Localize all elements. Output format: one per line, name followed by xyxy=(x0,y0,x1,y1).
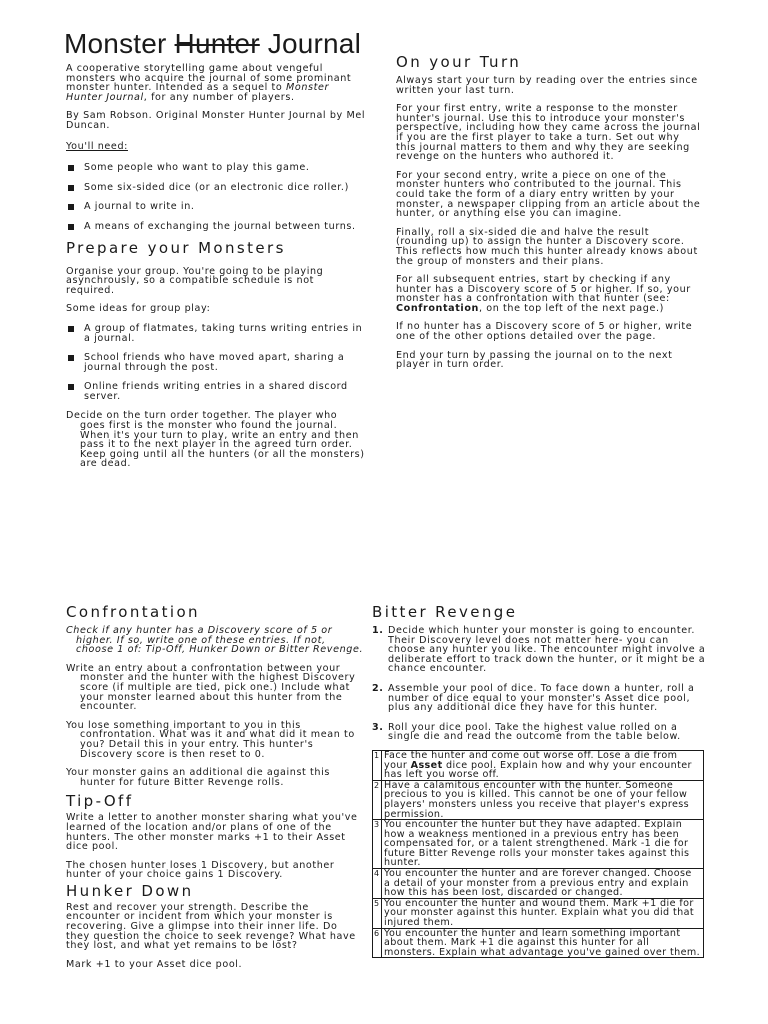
outcome-number: 2 xyxy=(373,780,382,819)
confrontation-entry: Write an entry about a confrontation between your monster and the hunter with the highest Discovery score (if multiple are tied, pick one.) Include what your monster learned about this hunter from the encounter. xyxy=(66,662,356,713)
outcome-text: Face the hunter and come out worse off. Lose a die from your Asset dice pool. Explain how and why your encounter has left you worse off. xyxy=(382,750,704,780)
table-row xyxy=(373,898,704,928)
hunker-rest: Rest and recover your strength. Describe the encounter or incident from which your monster is recovering. Give a glimpse into their inner life. Do they question the choice to seek revenge? What have they lost, and what yet remains to be lost? xyxy=(66,901,356,952)
outcome-number: 3 xyxy=(373,820,382,869)
turn-second-entry: For your second entry, write a piece on one of the monster hunters who contributed to the journal. This could take the form of a diary entry written by your monster, a newspaper clipping from an article about the hunter, or anything else you can imagine. xyxy=(396,169,701,220)
hunker-heading: Hunker Down xyxy=(66,881,194,900)
turn-end: End your turn by passing the journal on to the next player in turn order. xyxy=(396,349,673,371)
tipoff-heading: Tip-Off xyxy=(66,792,134,811)
needs-list xyxy=(66,163,366,231)
needs-item: Some people who want to play this game. xyxy=(66,163,366,173)
turn-start: Always start your turn by reading over the entries since written your last turn. xyxy=(396,75,698,96)
revenge-step: 2. Assemble your pool of dice. To face down a hunter, roll a number of dice equal to your monster's Asset dice pool, plus any additional dice they have for this hunter. xyxy=(372,682,695,714)
outcome-number: 5 xyxy=(373,898,382,928)
page-title xyxy=(64,28,361,60)
needs-heading: You'll need: xyxy=(66,140,128,152)
table-row xyxy=(373,869,704,899)
title-hunter-struck: Hunter xyxy=(174,28,260,59)
revenge-steps xyxy=(372,626,706,742)
revenge-heading: Bitter Revenge xyxy=(372,603,518,621)
outcome-text: You encounter the hunter and are forever changed. Choose a detail of your monster from a previous entry and explain how this has been lost, discarded or changed. xyxy=(382,869,704,899)
intro-column xyxy=(66,64,366,478)
table-row xyxy=(373,820,704,869)
confrontation-column xyxy=(66,604,364,978)
turn-order-text: Decide on the turn order together. The player who goes first is the monster who found the journal. When it's your turn to play, write an entry and then pass it to the next player in the agreed turn order. Keep going until all the hunters (or all the monsters) are dead. xyxy=(66,410,365,470)
needs-item: A journal to write in. xyxy=(66,202,366,212)
needs-item: A means of exchanging the journal between turns. xyxy=(66,222,366,232)
revenge-step: 3. Roll your dice pool. Take the highest value rolled on a single die and read the outcome from the table below. xyxy=(372,721,681,743)
confrontation-check: Check if any hunter has a Discovery score of 5 or higher. If so, write one of these entries. If not, choose 1 of: Tip-Off, Hunker Down or Bitter Revenge. xyxy=(66,625,364,656)
credits: By Sam Robson. Original Monster Hunter Journal by Mel Duncan. xyxy=(66,110,366,131)
ideas-item: A group of flatmates, taking turns writing entries in a journal. xyxy=(66,324,366,343)
turn-first-entry: For your first entry, write a response to the monster hunter's journal. Use this to introduce your monster's perspective, including how they came across the journal if you are the first player to take a turn. Set out why this journal matters to them and why they are seeking revenge on the hunters who authored it. xyxy=(396,103,701,163)
title-journal: Journal xyxy=(267,28,361,59)
ideas-item: School friends who have moved apart, sharing a journal through the post. xyxy=(66,353,366,372)
ideas-list xyxy=(66,324,366,402)
outcome-number: 1 xyxy=(373,750,382,780)
prepare-heading: Prepare your Monsters xyxy=(66,238,286,257)
outcome-text: Have a calamitous encounter with the hunter. Someone precious to you is killed. This cannot be one of your fellow players' monsters unless you receive that player's express permission. xyxy=(382,780,704,819)
confrontation-heading: Confrontation xyxy=(66,603,200,621)
turn-subsequent: For all subsequent entries, start by checking if any hunter has a Discovery score of 5 or higher. If so, your monster has a confrontation with that hunter (see: Confrontation, on the top left of the next page.) xyxy=(396,274,691,314)
table-row xyxy=(373,780,704,819)
outcome-text: You encounter the hunter and wound them. Mark +1 die for your monster against this hunter. Explain what you did that injured them. xyxy=(382,898,704,928)
turn-other-options: If no hunter has a Discovery score of 5 or higher, write one of the other options detailed over the page. xyxy=(396,321,693,343)
revenge-column xyxy=(372,604,706,958)
revenge-step: 1. Decide which hunter your monster is going to encounter. Their Discovery level does not matter here- you can choose any hunter you like. The encounter might involve a deliberate effort to track down the hunter, or it might be a chance encounter. xyxy=(372,625,706,675)
turn-column xyxy=(396,54,702,379)
title-monster: Monster xyxy=(64,28,167,59)
needs-item: Some six-sided dice (or an electronic dice roller.) xyxy=(66,183,366,193)
turn-discovery: Finally, roll a six-sided die and halve the result (rounding up) to assign the hunter a Discovery score. This reflects how much this hunter already knows about the group of monsters and their plans. xyxy=(396,226,698,267)
prepare-organise: Organise your group. You're going to be playing asynchrously, so a compatible schedule is not required. xyxy=(66,265,324,296)
outcome-number: 6 xyxy=(373,928,382,958)
hunker-mark: Mark +1 to your Asset dice pool. xyxy=(66,958,243,970)
ideas-label: Some ideas for group play: xyxy=(66,303,211,315)
tipoff-discovery: The chosen hunter loses 1 Discovery, but another hunter of your choice gains 1 Discovery. xyxy=(66,859,335,881)
table-row xyxy=(373,750,704,780)
outcome-text: You encounter the hunter and learn something important about them. Mark +1 die against this hunter for all monsters. Explain what advantage you've gained over them. xyxy=(382,928,704,958)
confrontation-gain: Your monster gains an additional die against this hunter for future Bitter Revenge rolls. xyxy=(66,767,330,788)
intro-description: A cooperative storytelling game about vengeful monsters who acquire the journal of some prominant monster hunter. Intended as a sequel to Monster Hunter Journal, for any number of players. xyxy=(66,63,352,103)
table-row xyxy=(373,928,704,958)
outcome-number: 4 xyxy=(373,869,382,899)
outcome-text: You encounter the hunter but they have adapted. Explain how a weakness mentioned in a previous entry has been compensated for, or a talent strengthened. Mark -1 die for future Bitter Revenge rolls your monster takes against this hunter. xyxy=(382,820,704,869)
outcome-table xyxy=(372,750,704,958)
ideas-item: Online friends writing entries in a shared discord server. xyxy=(66,382,366,401)
confrontation-loss: You lose something important to you in this confrontation. What was it and what did it mean to you? Detail this in your entry. This hunter's Discovery score is then reset to 0. xyxy=(66,719,355,760)
turn-heading: On your Turn xyxy=(396,53,522,71)
tipoff-letter: Write a letter to another monster sharing what you've learned of the location and/or plans of one of the hunters. The other monster marks +1 to their Asset dice pool. xyxy=(66,812,358,853)
